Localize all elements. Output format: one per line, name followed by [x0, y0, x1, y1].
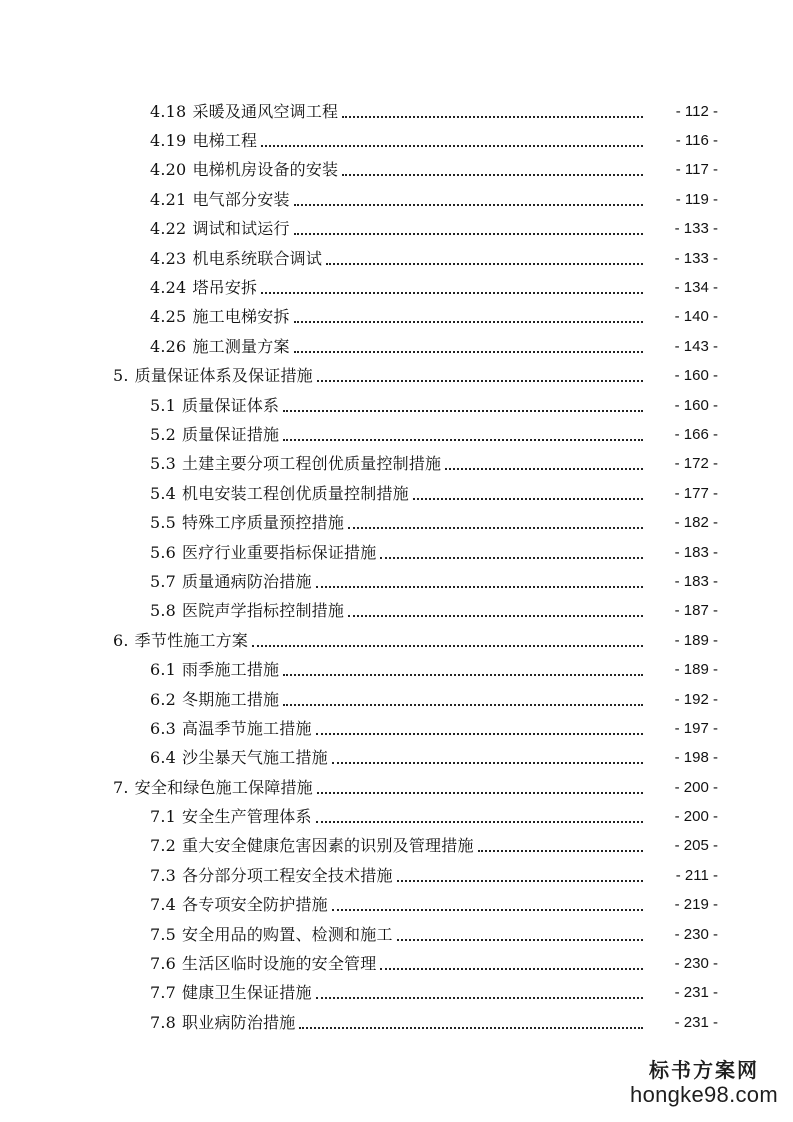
toc-page-number: - 116 -: [675, 132, 718, 150]
toc-page-number: - 205 -: [674, 837, 718, 855]
toc-entry-title: [150, 1013, 295, 1033]
toc-page-number: - 231 -: [674, 984, 718, 1002]
toc-entry-text: 质量保证体系及保证措施: [134, 366, 313, 386]
toc-entry[interactable]: [0, 714, 793, 743]
toc-entry[interactable]: [0, 303, 793, 332]
toc-dot-leader: [283, 410, 643, 412]
toc-dot-leader: [332, 909, 643, 911]
toc-page-number: - 143 -: [674, 337, 718, 355]
toc-entry-number: 7.7: [150, 983, 177, 1003]
toc-entry[interactable]: [0, 920, 793, 949]
toc-entry-title: [150, 249, 322, 269]
toc-page-number: - 230 -: [674, 955, 718, 973]
toc-entry-text: 各专项安全防护措施: [182, 895, 328, 915]
toc-entry-text: 电梯工程: [192, 131, 258, 151]
toc-entry[interactable]: [0, 244, 793, 273]
toc-dot-leader: [397, 939, 643, 941]
toc-page-number: - 134 -: [674, 279, 718, 297]
toc-entry-text: 季节性施工方案: [134, 630, 249, 650]
toc-entry-number: 4.26: [150, 336, 187, 356]
toc-entry-title: [150, 425, 279, 445]
toc-dot-leader: [348, 527, 643, 529]
toc-entry-text: 塔吊安拆: [192, 278, 258, 298]
toc-entry-title: [150, 572, 312, 592]
toc-entry-title: [150, 131, 257, 151]
toc-page-number: - 187 -: [674, 602, 718, 620]
toc-page-number: - 219 -: [674, 896, 718, 914]
toc-entry-number: 5.6: [150, 542, 177, 562]
toc-entry-text: 重大安全健康危害因素的识别及管理措施: [182, 836, 474, 856]
toc-entry-text: 医院声学指标控制措施: [182, 601, 345, 621]
toc-entry-number: 5.1: [150, 395, 177, 415]
toc-page-number: - 119 -: [675, 190, 718, 208]
toc-entry[interactable]: [0, 626, 793, 655]
toc-entry-title: [150, 102, 338, 122]
toc-dot-leader: [316, 997, 643, 999]
toc-entry-text: 冬期施工措施: [182, 689, 280, 709]
toc-dot-leader: [252, 645, 643, 647]
toc-entry-number: 7.2: [150, 836, 177, 856]
toc-page-number: - 172 -: [674, 455, 718, 473]
toc-entry-number: 5.7: [150, 571, 177, 591]
toc-entry-title: [150, 690, 279, 710]
toc-dot-leader: [478, 850, 643, 852]
toc-dot-leader: [397, 880, 643, 882]
toc-entry-number: 4.18: [150, 101, 187, 121]
toc-page-number: - 112 -: [675, 102, 718, 120]
toc-entry-number: 4.20: [150, 160, 187, 180]
toc-entry-text: 施工电梯安拆: [192, 307, 290, 327]
toc-entry-title: [150, 307, 290, 327]
toc-entry[interactable]: [0, 538, 793, 567]
toc-entry-number: 7.3: [150, 865, 177, 885]
toc-page-number: - 183 -: [674, 543, 718, 561]
toc-page-number: - 140 -: [674, 308, 718, 326]
toc-entry-title: [150, 601, 344, 621]
toc-entry-number: 6.: [113, 630, 129, 650]
toc-entry-title: [150, 337, 290, 357]
toc-entry[interactable]: [0, 567, 793, 596]
toc-dot-leader: [342, 116, 643, 118]
toc-entry-title: [150, 748, 328, 768]
toc-entry-number: 5.8: [150, 601, 177, 621]
toc-entry-text: 职业病防治措施: [182, 1012, 296, 1032]
table-of-contents: [0, 97, 793, 1038]
toc-dot-leader: [294, 233, 643, 235]
toc-page-number: - 231 -: [674, 1013, 718, 1031]
toc-entry-text: 采暖及通风空调工程: [192, 101, 339, 121]
toc-entry-number: 5.4: [150, 483, 177, 503]
toc-entry[interactable]: [0, 597, 793, 626]
toc-entry[interactable]: [0, 156, 793, 185]
toc-entry[interactable]: [0, 773, 793, 802]
toc-page-number: - 200 -: [674, 808, 718, 826]
toc-entry-text: 安全用品的购置、检测和施工: [182, 924, 393, 944]
toc-entry-title: [150, 954, 376, 974]
toc-entry-title: [150, 983, 312, 1003]
toc-dot-leader: [380, 968, 643, 970]
toc-entry-title: [150, 396, 279, 416]
toc-entry-number: 7.6: [150, 954, 177, 974]
toc-entry[interactable]: [0, 215, 793, 244]
toc-page-number: - 192 -: [674, 690, 718, 708]
toc-entry-title: [150, 719, 312, 739]
toc-entry-title: [150, 660, 279, 680]
toc-entry-number: 5.: [113, 366, 129, 386]
toc-entry[interactable]: [0, 655, 793, 684]
toc-entry[interactable]: [0, 185, 793, 214]
toc-entry-number: 6.1: [150, 660, 177, 680]
toc-entry-title: [150, 454, 441, 474]
toc-entry[interactable]: [0, 126, 793, 155]
toc-entry-text: 生活区临时设施的安全管理: [182, 954, 377, 974]
toc-entry-text: 安全和绿色施工保障措施: [134, 777, 313, 797]
toc-entry-title: [150, 807, 312, 827]
toc-entry-title: [150, 484, 409, 504]
toc-entry-text: 质量保证体系: [182, 395, 280, 415]
toc-entry-title: [150, 513, 344, 533]
watermark: [629, 1058, 779, 1108]
toc-entry[interactable]: [0, 861, 793, 890]
toc-entry-number: 6.2: [150, 689, 177, 709]
toc-page-number: - 198 -: [674, 749, 718, 767]
toc-dot-leader: [348, 615, 643, 617]
toc-page-number: - 182 -: [674, 514, 718, 532]
toc-entry-title: [150, 190, 290, 210]
toc-page-number: - 133 -: [674, 220, 718, 238]
toc-entry[interactable]: [0, 332, 793, 361]
toc-entry[interactable]: [0, 685, 793, 714]
toc-entry-number: 5.5: [150, 513, 177, 533]
toc-dot-leader: [316, 733, 643, 735]
toc-entry-text: 土建主要分项工程创优质量控制措施: [182, 454, 442, 474]
toc-dot-leader: [299, 1027, 643, 1029]
toc-entry-number: 7.4: [150, 895, 177, 915]
toc-page-number: - 117 -: [675, 161, 718, 179]
toc-entry[interactable]: [0, 97, 793, 126]
toc-entry-text: 机电安装工程创优质量控制措施: [182, 483, 409, 503]
toc-page-number: - 200 -: [674, 778, 718, 796]
toc-entry-text: 特殊工序质量预控措施: [182, 513, 345, 533]
toc-page-number: - 160 -: [674, 396, 718, 414]
toc-dot-leader: [326, 263, 643, 265]
toc-entry-text: 安全生产管理体系: [182, 807, 312, 827]
toc-page-number: - 189 -: [674, 631, 718, 649]
toc-entry[interactable]: [0, 362, 793, 391]
toc-entry[interactable]: [0, 979, 793, 1008]
toc-entry-title: [150, 836, 474, 856]
toc-entry-number: 6.4: [150, 748, 177, 768]
toc-entry-number: 7.1: [150, 807, 177, 827]
toc-dot-leader: [445, 468, 643, 470]
toc-entry-number: 6.3: [150, 718, 177, 738]
toc-entry-text: 雨季施工措施: [182, 660, 280, 680]
toc-dot-leader: [342, 174, 643, 176]
toc-entry-title: [113, 366, 313, 386]
toc-entry-text: 医疗行业重要指标保证措施: [182, 542, 377, 562]
toc-entry-number: 4.23: [150, 248, 187, 268]
toc-entry-text: 各分部分项工程安全技术措施: [182, 865, 393, 885]
toc-dot-leader: [283, 674, 643, 676]
toc-entry-title: [150, 925, 393, 945]
toc-entry-text: 质量保证措施: [182, 424, 280, 444]
toc-entry-number: 5.2: [150, 424, 177, 444]
toc-entry-number: 7.8: [150, 1012, 177, 1032]
toc-entry-text: 调试和试运行: [192, 219, 290, 239]
watermark-url: hongke98.com: [630, 1082, 778, 1107]
toc-dot-leader: [380, 557, 643, 559]
toc-entry-title: [150, 543, 376, 563]
toc-dot-leader: [413, 498, 643, 500]
toc-dot-leader: [261, 292, 643, 294]
toc-dot-leader: [316, 821, 643, 823]
toc-entry[interactable]: [0, 391, 793, 420]
toc-page-number: - 166 -: [674, 425, 718, 443]
toc-entry[interactable]: [0, 949, 793, 978]
toc-entry-number: 4.19: [150, 131, 187, 151]
toc-entry-text: 机电系统联合调试: [192, 248, 323, 268]
toc-page-number: - 160 -: [674, 367, 718, 385]
toc-dot-leader: [294, 321, 643, 323]
toc-page-number: - 211 -: [675, 866, 718, 884]
toc-entry[interactable]: [0, 420, 793, 449]
toc-entry[interactable]: [0, 508, 793, 537]
toc-entry-number: 4.24: [150, 278, 187, 298]
toc-entry-title: [113, 631, 248, 651]
toc-page-number: - 183 -: [674, 572, 718, 590]
toc-dot-leader: [332, 762, 643, 764]
toc-entry-number: 4.21: [150, 189, 187, 209]
toc-dot-leader: [261, 145, 643, 147]
toc-entry-title: [150, 160, 338, 180]
toc-dot-leader: [316, 586, 643, 588]
toc-entry-title: [113, 778, 313, 798]
toc-dot-leader: [317, 380, 643, 382]
toc-entry-title: [150, 219, 290, 239]
toc-entry[interactable]: [0, 450, 793, 479]
toc-page-number: - 177 -: [674, 484, 718, 502]
toc-entry-text: 电梯机房设备的安装: [192, 160, 339, 180]
toc-dot-leader: [294, 204, 643, 206]
toc-entry-number: 4.25: [150, 307, 187, 327]
toc-entry-number: 4.22: [150, 219, 187, 239]
toc-entry[interactable]: [0, 891, 793, 920]
toc-entry-title: [150, 895, 328, 915]
toc-entry-text: 健康卫生保证措施: [182, 983, 312, 1003]
toc-entry-text: 电气部分安装: [192, 189, 290, 209]
toc-entry-text: 高温季节施工措施: [182, 718, 312, 738]
toc-entry-text: 施工测量方案: [192, 336, 290, 356]
toc-entry-text: 质量通病防治措施: [182, 571, 312, 591]
toc-page-number: - 230 -: [674, 925, 718, 943]
toc-entry-title: [150, 278, 257, 298]
toc-dot-leader: [317, 792, 643, 794]
watermark-title: 标书方案网: [649, 1058, 759, 1082]
toc-page-number: - 133 -: [674, 249, 718, 267]
toc-entry[interactable]: [0, 479, 793, 508]
toc-page-number: - 189 -: [674, 661, 718, 679]
toc-entry[interactable]: [0, 273, 793, 302]
toc-entry[interactable]: [0, 832, 793, 861]
toc-entry[interactable]: [0, 802, 793, 831]
toc-entry-text: 沙尘暴天气施工措施: [182, 748, 328, 768]
toc-page-number: - 197 -: [674, 719, 718, 737]
toc-entry-title: [150, 866, 393, 886]
toc-entry-number: 7.: [113, 777, 129, 797]
toc-dot-leader: [283, 439, 643, 441]
toc-dot-leader: [283, 704, 643, 706]
toc-dot-leader: [294, 351, 643, 353]
toc-entry[interactable]: [0, 1008, 793, 1037]
toc-entry-number: 5.3: [150, 454, 177, 474]
toc-entry-number: 7.5: [150, 924, 177, 944]
toc-entry[interactable]: [0, 744, 793, 773]
